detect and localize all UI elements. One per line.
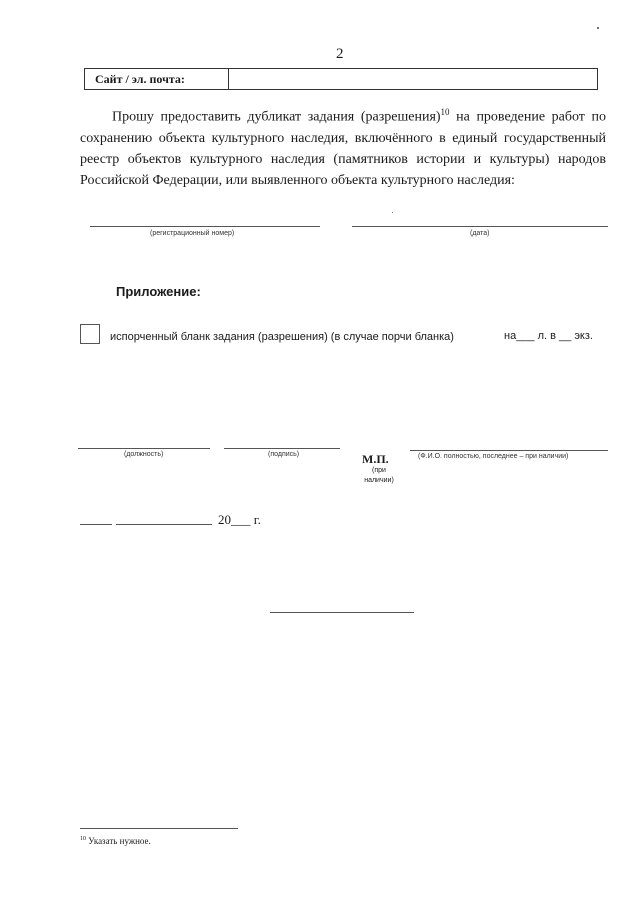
position-line[interactable] <box>78 448 210 449</box>
request-text-start: Прошу предоставить дубликат задания (разрешения) <box>112 109 441 125</box>
footnote-reference: 10 <box>440 107 450 117</box>
year-text: 20___ г. <box>218 512 261 527</box>
contact-value-field[interactable] <box>231 69 597 89</box>
registration-number-caption: (регистрационный номер) <box>150 230 235 237</box>
appendix-item: испорченный бланк задания (разрешения) (в случае порчи бланка) <box>110 331 454 343</box>
day-line[interactable] <box>80 524 112 525</box>
position-caption: (должность) <box>124 451 164 458</box>
full-name-line[interactable] <box>410 450 608 451</box>
appendix-checkbox[interactable] <box>80 324 100 344</box>
contact-row <box>84 68 598 90</box>
stamp-note: (при наличии) <box>364 467 394 484</box>
appendix-title: Приложение: <box>116 284 201 299</box>
scan-speck <box>597 27 599 29</box>
registration-number-line[interactable] <box>90 226 320 227</box>
footnote <box>80 836 151 846</box>
date-line[interactable] <box>352 226 608 227</box>
full-name-caption: (Ф.И.О. полностью, последнее – при наличии) <box>418 453 569 460</box>
request-text-end: на проведение работ по сохранению объекта культурного наследия, включённого в единый государственный реестр объектов культурного наследия (памятников истории и культуры) народов Российской Федерации, или выявленного объекта культурного наследия: <box>80 109 606 188</box>
signature-line[interactable] <box>224 448 340 449</box>
contact-label: Сайт / эл. почта: <box>85 69 229 89</box>
page-number: 2 <box>336 46 344 62</box>
footnote-separator <box>80 828 238 829</box>
stamp-label: М.П. <box>362 452 389 466</box>
signature-caption: (подпись) <box>268 451 300 458</box>
request-paragraph <box>80 102 606 191</box>
month-line[interactable] <box>116 524 212 525</box>
footnote-text: Указать нужное. <box>86 836 151 846</box>
appendix-copies: на___ л. в __ экз. <box>504 330 593 342</box>
scan-speck <box>392 212 393 213</box>
date-caption: (дата) <box>470 230 490 237</box>
footnote-number: 10 <box>80 836 86 842</box>
section-divider <box>270 612 414 613</box>
